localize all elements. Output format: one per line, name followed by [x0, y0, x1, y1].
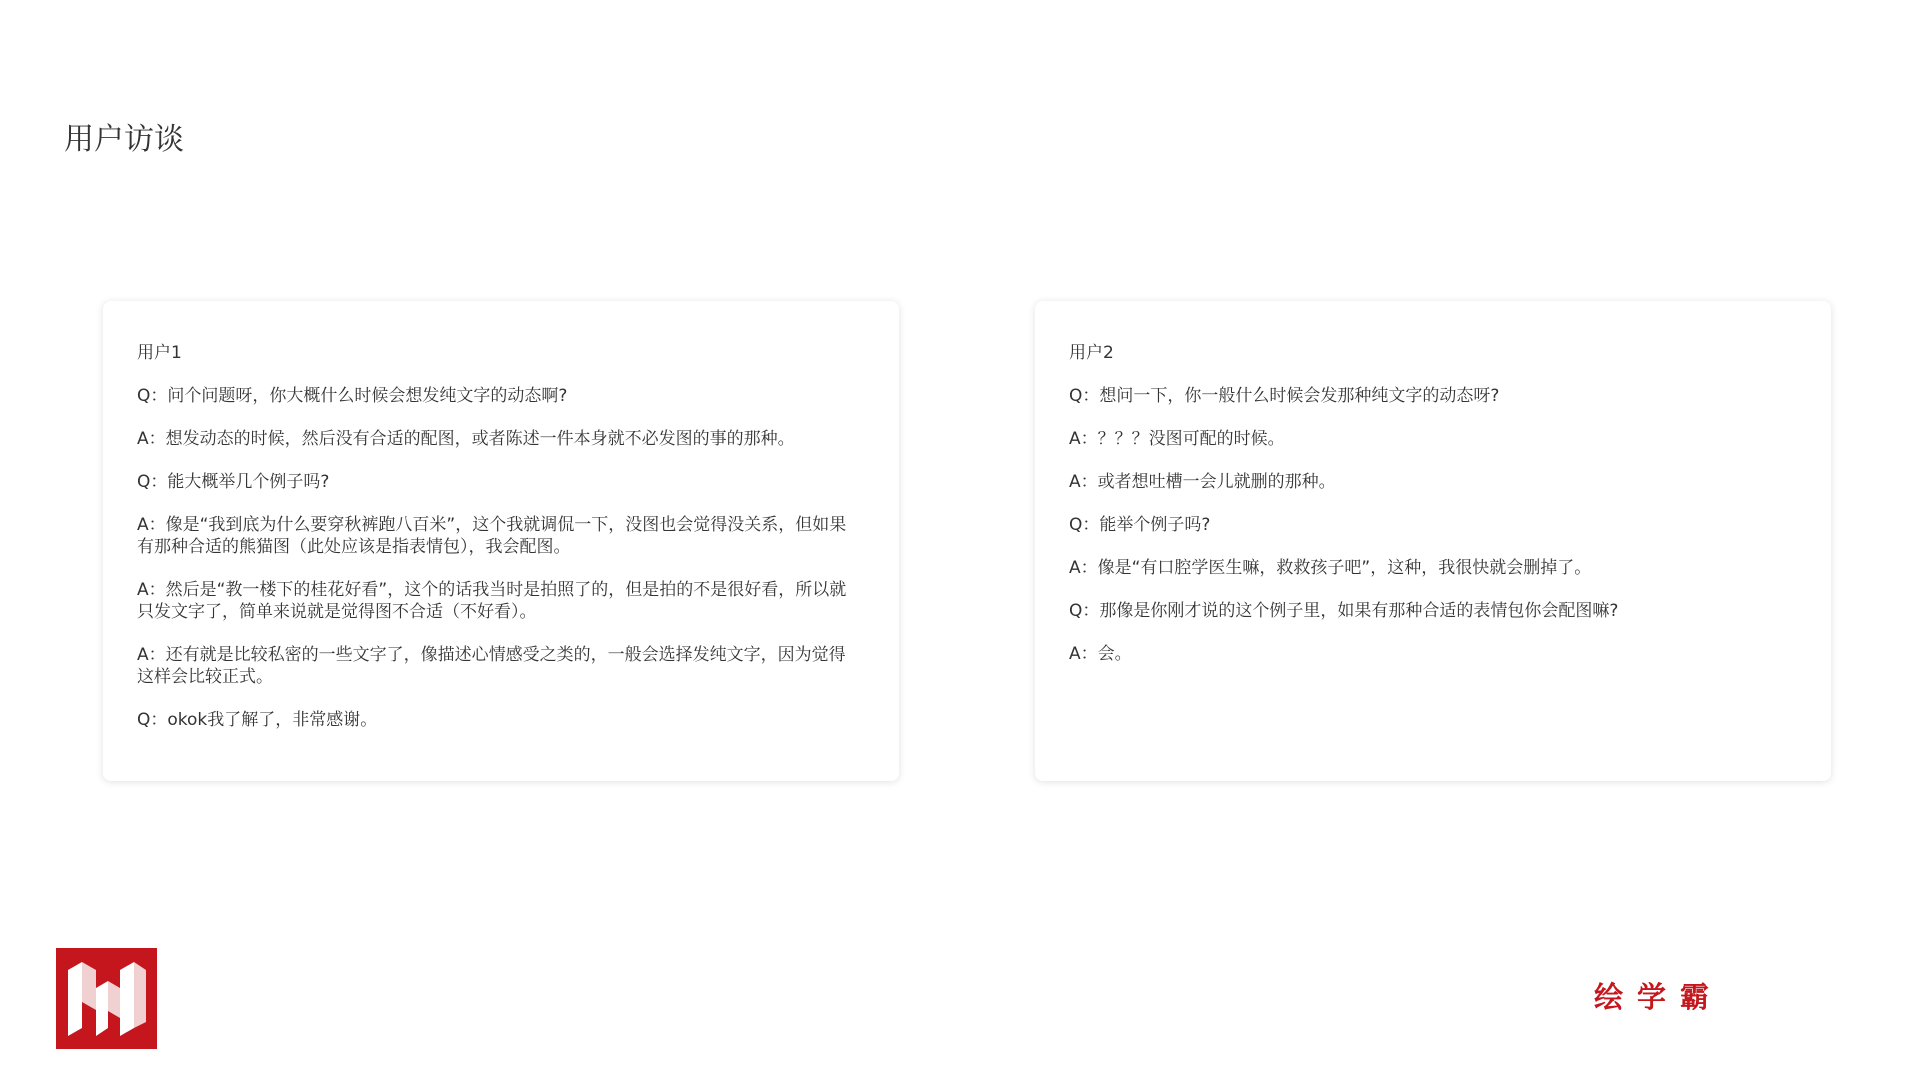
brand-name: 绘学霸 [1594, 980, 1724, 1014]
dialogue-line: A：？？？没图可配的时候。 [1069, 429, 1285, 449]
page-title: 用户访谈 [64, 122, 184, 157]
dialogue-line: Q：想问一下，你一般什么时候会发那种纯文字的动态呀? [1069, 386, 1500, 406]
card-title: 用户2 [1069, 343, 1114, 363]
interview-card-user1 [103, 301, 899, 781]
dialogue-line: A：会。 [1069, 644, 1132, 664]
w-logo-icon [56, 948, 157, 1049]
dialogue-line: Q：okok我了解了，非常感谢。 [137, 710, 378, 730]
dialogue-line: A：像是“我到底为什么要穿秋裤跑八百米”，这个我就调侃一下，没图也会觉得没关系，但如果有那种合适的熊猫图（此处应该是指表情包），我会配图。 [137, 515, 847, 557]
dialogue-line: Q：能举个例子吗? [1069, 515, 1211, 535]
dialogue-line: Q：问个问题呀，你大概什么时候会想发纯文字的动态啊? [137, 386, 568, 406]
dialogue-line: A：或者想吐槽一会儿就删的那种。 [1069, 472, 1336, 492]
dialogue-line: A：想发动态的时候，然后没有合适的配图，或者陈述一件本身就不必发图的事的那种。 [137, 429, 795, 449]
dialogue-line: A：还有就是比较私密的一些文字了，像描述心情感受之类的，一般会选择发纯文字，因为觉得这样会比较正式。 [137, 645, 846, 687]
card-title: 用户1 [137, 343, 182, 363]
dialogue-line: A：然后是“教一楼下的桂花好看”，这个的话我当时是拍照了的，但是拍的不是很好看，所以就只发文字了，简单来说就是觉得图不合适（不好看）。 [137, 580, 847, 622]
interview-card-user2 [1035, 301, 1831, 781]
dialogue-line: Q：那像是你刚才说的这个例子里，如果有那种合适的表情包你会配图嘛? [1069, 601, 1619, 621]
dialogue-line: A：像是“有口腔学医生嘛，救救孩子吧”，这种，我很快就会删掉了。 [1069, 558, 1592, 578]
dialogue-line: Q：能大概举几个例子吗? [137, 472, 330, 492]
